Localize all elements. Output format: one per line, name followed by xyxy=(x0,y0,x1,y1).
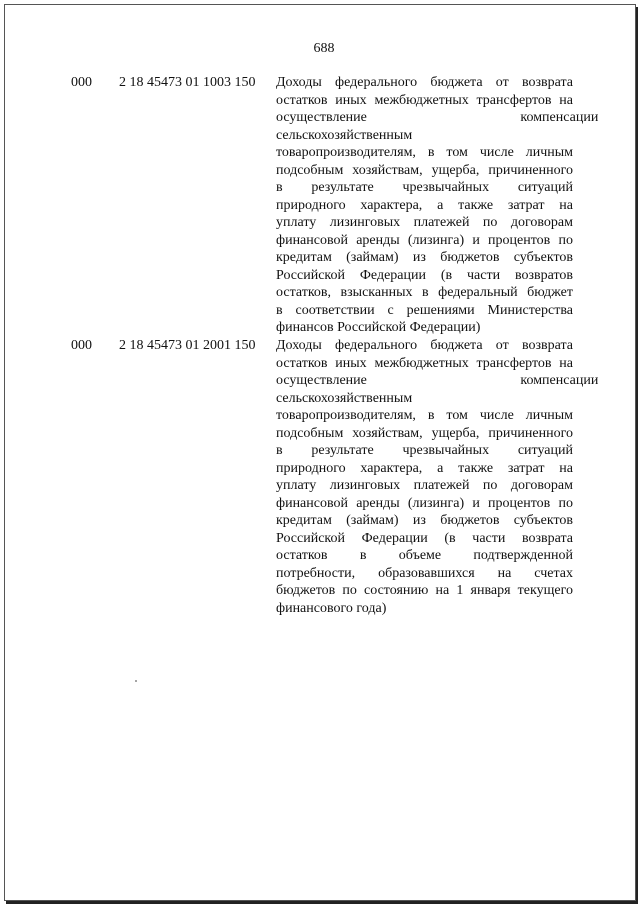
description-line: уплату лизинговых платежей по договорам xyxy=(276,478,573,493)
description-line: Доходы федерального бюджета от возврата xyxy=(276,338,573,353)
description-line: остатков иных межбюджетных трансфертов на xyxy=(276,92,573,108)
scan-speck xyxy=(135,680,137,682)
description-line: финансовой аренды (лизинга) и процентов по xyxy=(276,495,573,511)
description-line: финансового года) xyxy=(276,600,387,616)
description-line: подсобным хозяйствам, ущерба, причиненного xyxy=(276,425,573,441)
description-line: уплату лизинговых платежей по договорам xyxy=(276,215,573,230)
description-line: в результате чрезвычайных ситуаций xyxy=(276,443,573,458)
budget-classification-code: 2 18 45473 01 1003 150 xyxy=(119,75,256,90)
description-line: кредитам (займам) из бюджетов субъектов xyxy=(276,250,573,265)
description-line: сельскохозяйственным xyxy=(276,127,413,143)
income-description xyxy=(276,74,599,337)
budget-classification-code: 2 18 45473 01 2001 150 xyxy=(119,338,256,353)
description-line: потребности, образовавшихся на счетах xyxy=(276,565,573,581)
description-line: Российской Федерации (в части возврата xyxy=(276,530,573,546)
description-line: осуществление компенсации xyxy=(276,110,599,125)
description-line: Российской Федерации (в части возвратов xyxy=(276,267,573,283)
page-number: 688 xyxy=(313,41,335,56)
description-line: товаропроизводителям, в том числе личным xyxy=(276,145,573,160)
description-line: кредитам (займам) из бюджетов субъектов xyxy=(276,513,573,528)
description-line: сельскохозяйственным xyxy=(276,390,413,406)
admin-code: 000 xyxy=(71,75,92,90)
document-page xyxy=(4,4,636,901)
admin-code: 000 xyxy=(71,338,92,353)
income-description xyxy=(276,337,599,617)
description-line: природного характера, а также затрат на xyxy=(276,197,573,213)
description-line: природного характера, а также затрат на xyxy=(276,460,573,476)
description-line: бюджетов по состоянию на 1 января текущего xyxy=(276,583,573,598)
description-line: подсобным хозяйствам, ущерба, причиненного xyxy=(276,162,573,178)
description-line: остатков, взысканных в федеральный бюджет xyxy=(276,285,573,300)
description-line: финансов Российской Федерации) xyxy=(276,320,481,335)
description-line: товаропроизводителям, в том числе личным xyxy=(276,408,573,423)
description-line: остатков иных межбюджетных трансфертов на xyxy=(276,355,573,371)
description-line: Доходы федерального бюджета от возврата xyxy=(276,75,573,90)
description-line: финансовой аренды (лизинга) и процентов по xyxy=(276,232,573,248)
description-line: в результате чрезвычайных ситуаций xyxy=(276,180,573,195)
description-line: в соответствии с решениями Министерства xyxy=(276,302,573,318)
description-line: осуществление компенсации xyxy=(276,373,599,388)
description-line: остатков в объеме подтвержденной xyxy=(276,548,573,563)
